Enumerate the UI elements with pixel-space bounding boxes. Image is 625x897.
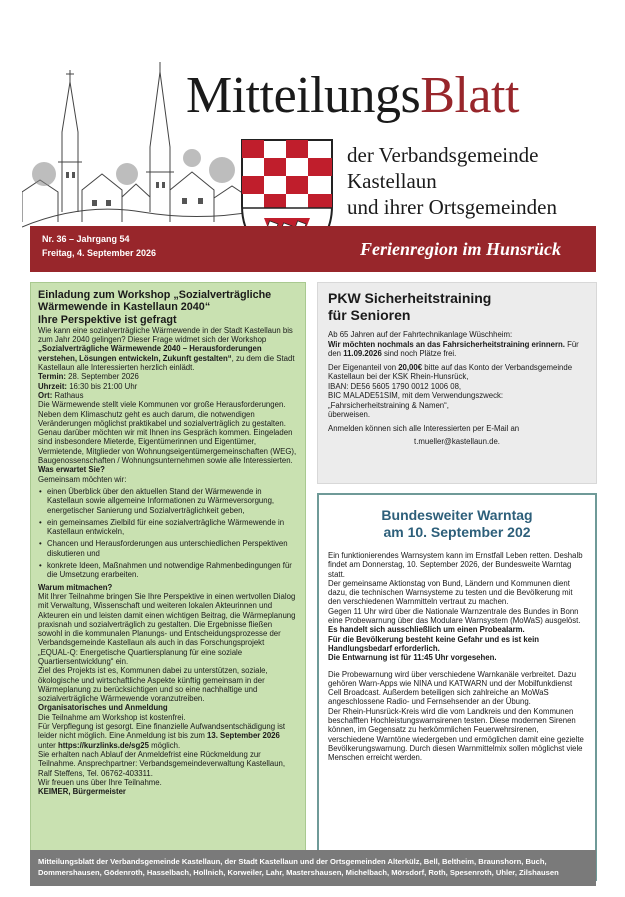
issue-info: [42, 232, 242, 260]
workshop-org-body: Die Teilnahme am Workshop ist kostenfrei.: [38, 712, 186, 722]
text: Der Eigenanteil von: [328, 362, 399, 372]
warntag-paragraph: Gegen 11 Uhr wird über die Nationale Warnzentrale des Bundes in Bonn eine Probewarnung über das Modulare Warnsystem (MoWaS) ausgelöst.: [328, 606, 581, 626]
pkw-paragraph: [328, 363, 586, 420]
workshop-name: „Sozialverträgliche Wärmewende 2040 – Herausforderungen verstehen, Lösungen entwickeln, Zukunft gestalten“: [38, 344, 262, 363]
warntag-title-line: am 10. September 202: [383, 524, 531, 540]
warntag-bold: Die Entwarnung ist für 11:45 Uhr vorgesehen.: [328, 653, 497, 663]
workshop-org-body: Sie erhalten nach Ablauf der Anmeldefrist eine Rückmeldung zur Teilnahme. Ansprechpartner: Verbandsgemeindeverwaltung Kastellaun, Ralf Steffens, Tel. 06762-403311.: [38, 749, 286, 778]
workshop-article: [30, 282, 306, 882]
pkw-email-link[interactable]: t.mueller@kastellaun.de.: [414, 437, 500, 446]
workshop-intro: [38, 326, 298, 372]
section-heading: Was erwartet Sie?: [38, 465, 105, 475]
workshop-body: Die Wärmewende stellt viele Kommunen vor große Herausforderungen. Neben dem Klimaschutz geht es auch darum, die notwendigen Veränderungen möglichst praktikabel und sozialverträglich zu gestalten. Genau darüber möchten wir mit Ihnen ins Gespräch kommen. Eingeladen sind insbesondere Mieterde, Eigentümerinnen und Eigentümer, Vermietende, Mitglieder von Wohnungseigentümergemeinschaften (WEG), Baugenossenschaften / Wohnungsunternehmen sowie alle Interessierten.: [38, 400, 297, 466]
pkw-paragraph: [328, 330, 586, 359]
warntag-bold: Für die Bevölkerung besteht keine Gefahr und es ist kein Handlungsbedarf erforderlich.: [328, 634, 540, 653]
text: Wir möchten nochmals an das Fahrsicherheitstraining erinnern.: [328, 339, 565, 349]
subtitle-line: Kastellaun: [347, 169, 437, 193]
newspaper-subtitle: [347, 142, 607, 220]
text: möglich.: [148, 740, 181, 750]
workshop-ort: [38, 391, 298, 400]
text: sind noch Plätze frei.: [381, 349, 457, 358]
pkw-title-line: für Senioren: [328, 307, 411, 323]
pkw-title-line: PKW Sicherheitstraining: [328, 290, 492, 306]
footer: Mitteilungsblatt der Verbandsgemeinde Kastellaun, der Stadt Kastellaun und der Ortsgemeinden Alterkülz, Bell, Beltheim, Braunshorn, Buch, Dommershausen, Gödenroth, Hasselbach, Hollnich, Korweiler, Lahr, Mastershausen, Michelbach, Mörsdorf, Roth, Spesenroth, Uhler, Zilshausen: [30, 850, 596, 886]
warntag-paragraph: Der gemeinsame Aktionstag von Bund, Ländern und Kommunen dient dazu, die technischen Warnsysteme zu testen und die Bevölkerung mit den verschiedenen Warnmitteln vertraut zu machen.: [328, 578, 573, 607]
workshop-org-body: Wir freuen uns über Ihre Teilnahme.: [38, 777, 162, 787]
warntag-paragraph: Der Rhein-Hunsrück-Kreis wird die vom Landkreis und den Kommunen beschafften Hochleistungswarnsirenen testen. Diese modernen Sirenen können, im Gegensatz zu herkömmlichen Feuerwehrsirenen, verschiedene Warntöne wiedergeben und ermöglichen damit eine gezielte Bevölkerungswarnung. Durch diesen Warnmittelmix sollen möglichst viele Menschen erreicht werden.: [328, 706, 584, 763]
subtitle-line: der Verbandsgemeinde: [347, 143, 539, 167]
section-heading: Warum mitmachen?: [38, 582, 113, 592]
list-item: • einen Überblick über den aktuellen Stand der Wärmewende in Kastellaun sowie allgemeine Informationen zu Wärmeversorgung, energetischer Sanierung und Sozialverträglichkeit geben,: [38, 487, 298, 515]
bic: BIC MALADE51SIM, mit dem Verwendungszweck:: [328, 391, 504, 400]
label: Ort:: [38, 390, 53, 400]
workshop-title-line: Wärmewende in Kastellaun 2040“: [38, 301, 211, 314]
value: 16:30 bis 21:00 Uhr: [67, 381, 138, 391]
value: Rathaus: [52, 390, 84, 400]
deadline: 13. September 2026: [207, 731, 280, 741]
warntag-article: [317, 493, 597, 881]
text: Wie kann eine sozialverträgliche Wärmewende in der Stadt Kastellaun bis zum Jahr 2040 gelingen? Dieser Frage widmet sich der Workshop: [38, 325, 293, 345]
issue-number: Nr. 36 – Jahrgang 54: [42, 234, 130, 244]
list-item: • Chancen und Herausforderungen aus unterschiedlichen Perspektiven diskutieren und: [38, 539, 298, 558]
label: Uhrzeit:: [38, 381, 68, 391]
list-item: • ein gemeinsames Zielbild für eine sozialverträgliche Wärmewende in Kastellaun entwickeln,: [38, 518, 298, 537]
warntag-bold: Es handelt sich ausschließlich um einen Probealarm.: [328, 625, 525, 635]
price: 20,00€: [398, 362, 423, 372]
workshop-signature: KEIMER, Bürgermeister: [38, 787, 126, 797]
title-part-black: Mitteilungs: [186, 67, 421, 124]
registration-link[interactable]: https://kurzlinks.de/sg25: [57, 740, 149, 750]
workshop-title-line: Ihre Perspektive ist gefragt: [38, 313, 177, 326]
pkw-training-article: [317, 282, 597, 484]
workshop-org-body: [38, 722, 298, 750]
text: bitte auf das Konto der Verbandsgemeinde Kastellaun bei der KSK Rhein-Hunsrück,: [328, 362, 573, 381]
workshop-expect-intro: Gemeinsam möchten wir:: [38, 474, 127, 484]
pkw-title: [328, 290, 586, 324]
label: Termin:: [38, 372, 67, 382]
workshop-title: [38, 289, 298, 326]
workshop-termin: [38, 372, 298, 381]
title-part-red: Blatt: [420, 67, 519, 124]
section-heading: Organisatorisches und Anmeldung: [38, 703, 168, 713]
tagline: Ferienregion im Hunsrück: [360, 239, 562, 259]
text: , zu dem die Stadt Kastellaun alle Interessierten herzlich einlädt.: [38, 353, 295, 373]
text: Für Verpflegung ist gesorgt. Eine finanzielle Aufwandsentschädigung ist leider nicht möglich. Eine Anmeldung ist bis zum: [38, 722, 286, 741]
purpose: „Fahrsicherheitstraining & Namen“,: [328, 400, 449, 410]
newspaper-title: [186, 66, 519, 126]
value: 28. September 2026: [66, 372, 139, 382]
issue-date: Freitag, 4. September 2026: [42, 248, 157, 258]
workshop-why-body: Mit Ihrer Teilnahme bringen Sie Ihre Perspektive in einen wertvollen Dialog mit Verwaltung, Wissenschaft und weiteren lokalen Akteurinnen und Akteuren ein und leisten damit einen wichtigen Beitrag, die Wärmeplanung praxisnah und sozialverträglich zu gestalten. Die Ergebnisse fließen sowohl in die kommunalen Planungs- und Entscheidungsprozesse der Verbandsgemeinde Kastellaun als auch in das Forschungsprojekt „EQUAL-Q: Energetische Quartiersplanung für eine soziale Quartiersentwicklung“ ein.: [38, 591, 296, 666]
iban: IBAN: DE56 5605 1790 0012 1006 08,: [328, 381, 462, 391]
subtitle-line: und ihrer Ortsgemeinden: [347, 195, 557, 219]
warntag-title-line: Bundesweiter Warntag: [381, 507, 533, 523]
warntag-paragraph: Ein funktionierendes Warnsystem kann im Ernstfall Leben retten. Deshalb findet am Donnerstag, 10. September 2026, der Bundesweite Warntag statt.: [328, 551, 583, 579]
text: überweisen.: [328, 410, 371, 419]
warntag-paragraph: Die Probewarnung wird über verschiedene Warnkanäle verbreitet. Dazu gehören Warn-Apps wie NINA und KATWARN und der Mobilfunkdienst Cell Broadcast. Außerdem beteiligen sich zahlreiche an MoWaS angeschlossene Radio- und Fernsehsender an der Übung.: [328, 669, 577, 707]
workshop-uhrzeit: [38, 382, 298, 391]
text: Ab 65 Jahren auf der Fahrtechnikanlage Wüschheim:: [328, 330, 513, 339]
workshop-bullet-list: [38, 487, 298, 580]
workshop-why-body: Ziel des Projekts ist es, Kommunen dabei zu unterstützen, soziale, ökologische und wirtschaftliche Aspekte künftig gemeinsam in der Wärmeplanung zu berücksichtigen und so eine nachhaltige und sozialverträgliche Wärmewende voranzutreiben.: [38, 666, 268, 704]
text: Für den: [328, 339, 579, 358]
pkw-paragraph: Anmelden können sich alle Interessierten per E-Mail an: [328, 423, 520, 433]
workshop-title-line: Einladung zum Workshop „Sozialverträgliche: [38, 289, 272, 301]
warntag-title: [328, 507, 586, 541]
date: 11.09.2026: [343, 349, 382, 358]
list-item: • konkrete Ideen, Maßnahmen und notwendige Rahmenbedingungen für die Umsetzung erarbeiten.: [38, 561, 298, 580]
text: unter: [38, 740, 58, 750]
